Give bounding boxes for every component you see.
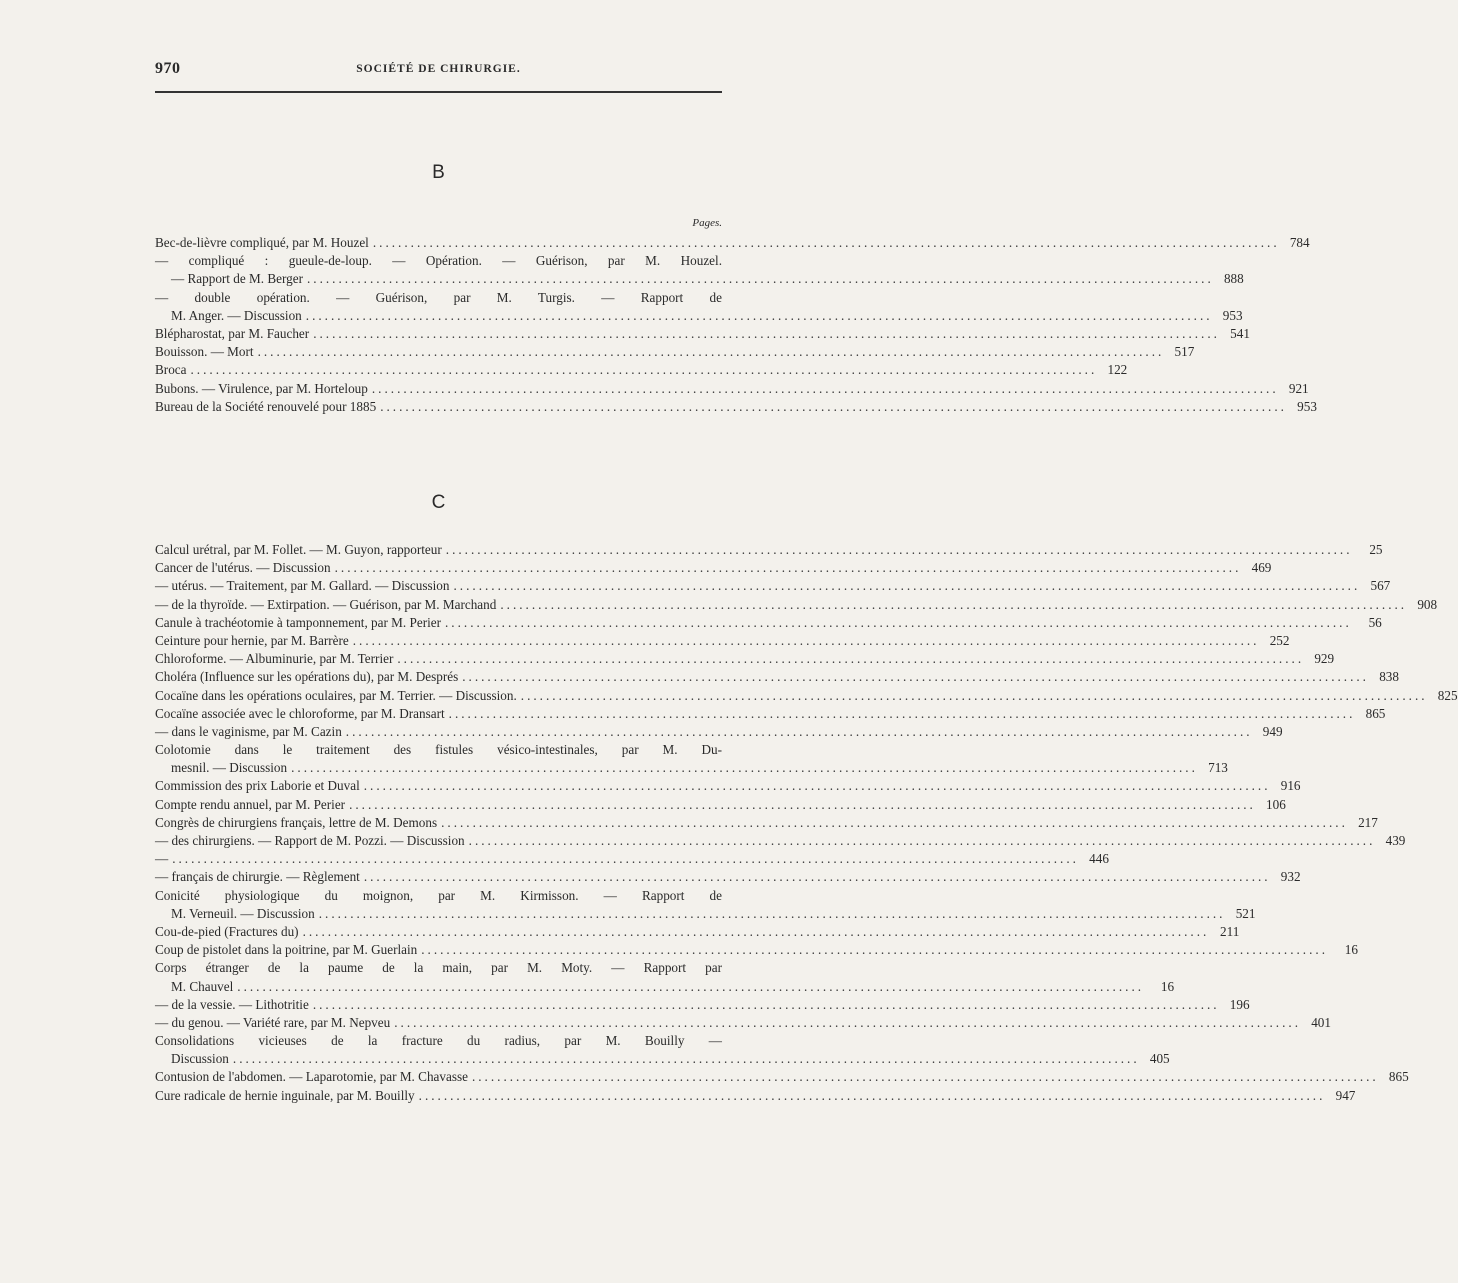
index-entry-line: [155, 541, 1383, 559]
page-ref: 446: [1089, 851, 1109, 867]
entry-text: — utérus. — Traitement, par M. Gallard. — Discussion: [155, 578, 450, 594]
entry-text: — double opération. — Guérison, par M. Turgis. — Rapport de: [155, 289, 722, 305]
entry-text: — Rapport de M. Berger: [171, 271, 303, 287]
entry-text: —: [155, 851, 169, 867]
page-ref: 196: [1229, 996, 1250, 1012]
running-title: SOCIÉTÉ DE CHIRURGIE.: [356, 63, 521, 75]
entry-text: Compte rendu annuel, par M. Perier: [155, 796, 346, 812]
index-entry-line: [155, 1068, 1409, 1086]
dot-leader: [469, 832, 1376, 850]
index-entry-line: [155, 614, 1382, 632]
page-ref: 16: [1344, 942, 1358, 958]
index-entry-line: [155, 1087, 1356, 1105]
dot-leader: [306, 307, 1213, 325]
page-ref: 541: [1230, 325, 1250, 341]
dot-leader: [373, 234, 1280, 252]
index-entry-line: [155, 380, 1309, 398]
entry-text: — des chirurgiens. — Rapport de M. Pozzi. — Discussion: [155, 833, 465, 848]
index-entry-line: [155, 941, 1358, 959]
page-ref: 25: [1369, 542, 1383, 557]
index-entry-line: [155, 325, 1250, 343]
index-entry-line: [155, 868, 1301, 886]
index-entry-line: [155, 850, 1109, 868]
entry-text: Congrès de chirurgiens français, lettre de M. Demons: [155, 814, 438, 830]
page-ref: 56: [1368, 614, 1382, 630]
page-ref: 517: [1174, 344, 1195, 360]
index-entry-line: [155, 959, 722, 977]
dot-leader: [394, 1014, 1301, 1032]
page-ref: 825: [1437, 687, 1458, 703]
dot-leader: [500, 596, 1407, 614]
entry-text: M. Chauvel: [171, 978, 234, 994]
entry-text: — du genou. — Variété rare, par M. Nepveu: [155, 1014, 391, 1030]
entry-text: — de la thyroïde. — Extirpation. — Guérison, par M. Marchand: [155, 596, 497, 612]
index-entry-line: [155, 741, 722, 759]
entry-text: Blépharostat, par M. Faucher: [155, 325, 310, 341]
entry-text: Corps étranger de la paume de la main, par M. Moty. — Rapport par: [155, 960, 722, 976]
entry-text: Contusion de l'abdomen. — Laparotomie, par M. Chavasse: [155, 1069, 468, 1085]
page-ref: 469: [1251, 560, 1272, 576]
dot-leader: [291, 759, 1198, 777]
dot-leader: [449, 705, 1356, 723]
dot-leader: [313, 996, 1220, 1014]
section-letter-b: B: [432, 162, 445, 183]
page-ref: 122: [1107, 362, 1128, 378]
index-entry-line: [155, 668, 1399, 686]
index-entry-line: [155, 596, 1438, 614]
index-entry-line: [155, 759, 1228, 777]
entry-text: Bubons. — Virulence, par M. Horteloup: [155, 380, 368, 396]
page-ref: 888: [1223, 271, 1244, 287]
page-number: 970: [155, 60, 181, 77]
page-ref: 947: [1335, 1087, 1356, 1103]
page-ref: 921: [1288, 380, 1309, 396]
dot-leader: [441, 814, 1348, 832]
index-entry-line: [155, 234, 1310, 252]
page-ref: 953: [1297, 398, 1317, 414]
index-entry-line: [155, 923, 1240, 941]
dot-leader: [237, 978, 1144, 996]
page-ref: 865: [1388, 1069, 1409, 1085]
dot-leader: [454, 577, 1361, 595]
dot-leader: [472, 1068, 1379, 1086]
index-entry-line: [155, 289, 722, 307]
dot-leader: [335, 559, 1242, 577]
page-ref: 567: [1370, 578, 1391, 594]
dot-leader: [172, 850, 1079, 868]
dot-leader: [521, 687, 1428, 705]
index-entry-line: [155, 1014, 1331, 1032]
page-header: [155, 60, 722, 84]
index-entry-line: [155, 814, 1378, 832]
index-entry-line: [155, 796, 1286, 814]
dot-leader: [364, 868, 1271, 886]
page-ref: 908: [1417, 596, 1438, 612]
entry-text: — de la vessie. — Lithotritie: [155, 996, 309, 1012]
dot-leader: [445, 614, 1352, 632]
index-entry-line: [155, 343, 1195, 361]
entry-text: Bureau de la Société renouvelé pour 1885: [155, 398, 377, 414]
entry-text: Chloroforme. — Albuminurie, par M. Terrier: [155, 651, 394, 667]
entry-text: Bouisson. — Mort: [155, 344, 254, 360]
page-ref: 521: [1235, 905, 1256, 921]
index-entry-line: [155, 307, 1243, 325]
index-entry-line: [155, 723, 1283, 741]
index-entry-line: [155, 398, 1317, 416]
entry-text: — dans le vaginisme, par M. Cazin: [155, 723, 342, 739]
entry-text: Consolidations vicieuses de la fracture du radius, par M. Bouilly —: [155, 1033, 722, 1049]
entry-text: Cocaïne dans les opérations oculaires, par M. Terrier. — Discussion.: [155, 687, 517, 703]
page-ref: 439: [1385, 833, 1406, 848]
page-ref: 932: [1280, 869, 1301, 885]
entry-text: Coup de pistolet dans la poitrine, par M. Guerlain: [155, 942, 418, 958]
index-entry-line: [155, 650, 1335, 668]
entry-text: — compliqué : gueule-de-loup. — Opération. — Guérison, par M. Houzel.: [155, 253, 722, 269]
index-entry-line: [155, 270, 1244, 288]
entry-text: — français de chirurgie. — Règlement: [155, 869, 360, 885]
dot-leader: [353, 632, 1260, 650]
entry-text: Cure radicale de hernie inguinale, par M. Bouilly: [155, 1087, 415, 1103]
page-ref: 211: [1220, 923, 1240, 939]
page-ref: 865: [1365, 705, 1386, 721]
entry-text: Canule à trachéotomie à tamponnement, par M. Perier: [155, 614, 441, 630]
index-entry-line: [155, 687, 1458, 705]
page-ref: 217: [1358, 814, 1378, 830]
entry-text: mesnil. — Discussion: [171, 760, 288, 776]
index-entry-line: [155, 887, 722, 905]
dot-leader: [313, 325, 1220, 343]
page-ref: 916: [1280, 778, 1301, 794]
dot-leader: [319, 905, 1226, 923]
page-ref: 929: [1314, 651, 1335, 667]
dot-leader: [233, 1050, 1140, 1068]
entry-text: Bec-de-lièvre compliqué, par M. Houzel: [155, 235, 369, 250]
entry-text: Commission des prix Laborie et Duval: [155, 778, 360, 794]
entry-text: Discussion: [171, 1051, 229, 1067]
index-section-c: [155, 541, 1458, 1105]
entry-text: Cancer de l'utérus. — Discussion: [155, 560, 331, 576]
index-entry-line: [155, 361, 1128, 379]
dot-leader: [349, 796, 1256, 814]
page-ref: 405: [1149, 1051, 1170, 1067]
section-letter-c: C: [431, 492, 446, 513]
index-entry-line: [155, 1032, 722, 1050]
entry-text: Conicité physiologique du moignon, par M. Kirmisson. — Rapport de: [155, 887, 722, 903]
page-ref: 16: [1160, 978, 1175, 994]
entry-text: Choléra (Influence sur les opérations du), par M. Després: [155, 669, 459, 685]
entry-text: Cocaïne associée avec le chloroforme, par M. Dransart: [155, 705, 445, 721]
dot-leader: [462, 668, 1369, 686]
index-entry-line: [155, 832, 1406, 850]
index-entry-line: [155, 996, 1250, 1014]
entry-text: M. Anger. — Discussion: [171, 307, 302, 323]
page-ref: 401: [1311, 1014, 1331, 1030]
entry-text: Broca: [155, 362, 187, 378]
entry-text: Colotomie dans le traitement des fistules vésico-intestinales, par M. Du-: [155, 742, 722, 758]
dot-leader: [397, 650, 1304, 668]
index-entry-line: [155, 905, 1256, 923]
dot-leader: [191, 361, 1098, 379]
dot-leader: [419, 1087, 1326, 1105]
header-rule: [155, 91, 722, 93]
entry-text: M. Verneuil. — Discussion: [171, 905, 315, 921]
entry-text: Cou-de-pied (Fractures du): [155, 923, 299, 939]
dot-leader: [364, 777, 1271, 795]
dot-leader: [421, 941, 1328, 959]
entry-text: Ceinture pour hernie, par M. Barrère: [155, 632, 349, 648]
index-entry-line: [155, 577, 1391, 595]
dot-leader: [446, 541, 1353, 559]
pages-column-label: Pages.: [692, 217, 722, 229]
dot-leader: [307, 270, 1214, 288]
index-entry-line: [155, 705, 1386, 723]
entry-text: Calcul urétral, par M. Follet. — M. Guyon, rapporteur: [155, 542, 442, 557]
index-entry-line: [155, 777, 1301, 795]
page-ref: 784: [1289, 235, 1310, 250]
dot-leader: [346, 723, 1253, 741]
dot-leader: [258, 343, 1165, 361]
index-entry-line: [155, 559, 1272, 577]
index-entry-line: [155, 632, 1290, 650]
dot-leader: [303, 923, 1210, 941]
page-ref: 838: [1379, 669, 1399, 685]
index-entry-line: [155, 252, 722, 270]
dot-leader: [372, 380, 1279, 398]
dot-leader: [380, 398, 1287, 416]
page-ref: 949: [1262, 723, 1283, 739]
page-ref: 713: [1208, 760, 1228, 776]
page-ref: 106: [1266, 796, 1286, 812]
page-ref: 252: [1269, 632, 1290, 648]
index-entry-line: [155, 978, 1175, 996]
index-entry-line: [155, 1050, 1170, 1068]
page-ref: 953: [1222, 307, 1243, 323]
index-section-b: [155, 234, 1317, 416]
